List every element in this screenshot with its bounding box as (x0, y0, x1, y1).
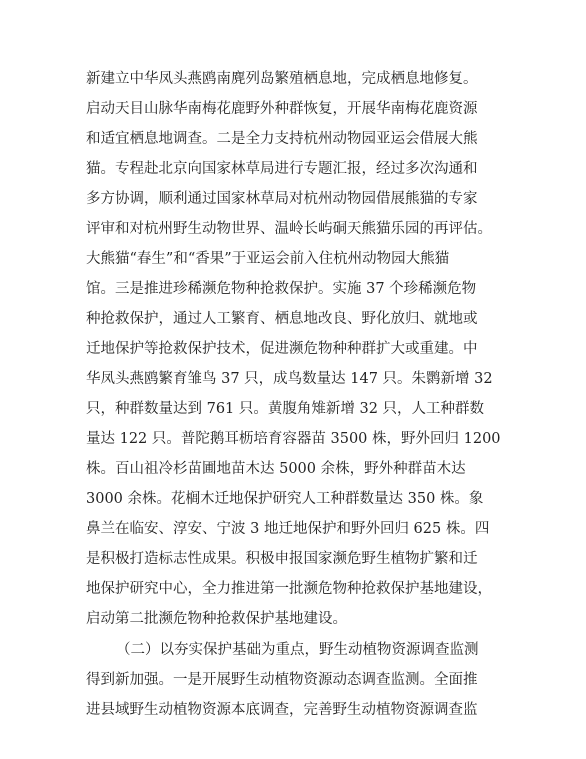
paragraph-line: 株。百山祖冷杉苗圃地苗木达 5000 余株，野外种群苗木达 (86, 461, 466, 477)
paragraph-line: 是积极打造标志性成果。积极申报国家濒危野生植物扩繁和迁 (86, 551, 478, 567)
paragraph-line: 地保护研究中心，全力推进第一批濒危物种抢救保护基地建设， (86, 581, 492, 597)
paragraph-line: 猫。专程赴北京向国家林草局进行专题汇报，经过多次沟通和 (86, 161, 478, 177)
paragraph-line: 馆。三是推进珍稀濒危物种抢救保护。实施 37 个珍稀濒危物 (86, 281, 477, 297)
paragraph-line: 得到新加强。一是开展野生动植物资源动态调查监测。全面推 (86, 672, 478, 688)
paragraph-line: 量达 122 只。普陀鹅耳枥培育容器苗 3500 株，野外回归 1200 (86, 431, 501, 447)
paragraph-line: 和适宜栖息地调查。二是全力支持杭州动物园亚运会借展大熊 (86, 131, 478, 147)
paragraph-line: 只，种群数量达到 761 只。黄腹角雉新增 32 只，人工种群数 (86, 401, 485, 417)
paragraph-line: 进县域野生动植物资源本底调查，完善野生动植物资源调查监 (86, 702, 478, 718)
paragraph-line: 启动天目山脉华南梅花鹿野外种群恢复，开展华南梅花鹿资源 (86, 101, 478, 117)
paragraph-line: 鼻兰在临安、淳安、宁波 3 地迁地保护和野外回归 625 株。四 (86, 521, 490, 537)
paragraph-line: 多方协调，顺利通过国家林草局对杭州动物园借展熊猫的专家 (86, 191, 478, 207)
paragraph-line: 种抢救保护，通过人工繁育、栖息地改良、野化放归、就地或 (86, 311, 478, 327)
paragraph-line: 评审和对杭州野生动物世界、温岭长屿硐天熊猫乐园的再评估。 (86, 221, 492, 237)
paragraph-line: 新建立中华凤头燕鸥南麂列岛繁殖栖息地，完成栖息地修复。 (86, 71, 478, 87)
paragraph-line: 启动第二批濒危物种抢救保护基地建设。 (86, 611, 347, 627)
section-heading-line: （二）以夯实保护基础为重点，野生动植物资源调查监测 (116, 642, 479, 658)
paragraph-line: 华凤头燕鸥繁育雏鸟 37 只，成鸟数量达 147 只。朱鹮新增 32 (86, 371, 493, 387)
paragraph-line: 迁地保护等抢救保护技术，促进濒危物种种群扩大或重建。中 (86, 341, 478, 357)
paragraph-line: 3000 余株。花榈木迁地保护研究人工种群数量达 350 株。象 (86, 491, 484, 507)
paragraph-line: 大熊猫“春生”和“香果”于亚运会前入住杭州动物园大熊猫 (86, 251, 450, 267)
